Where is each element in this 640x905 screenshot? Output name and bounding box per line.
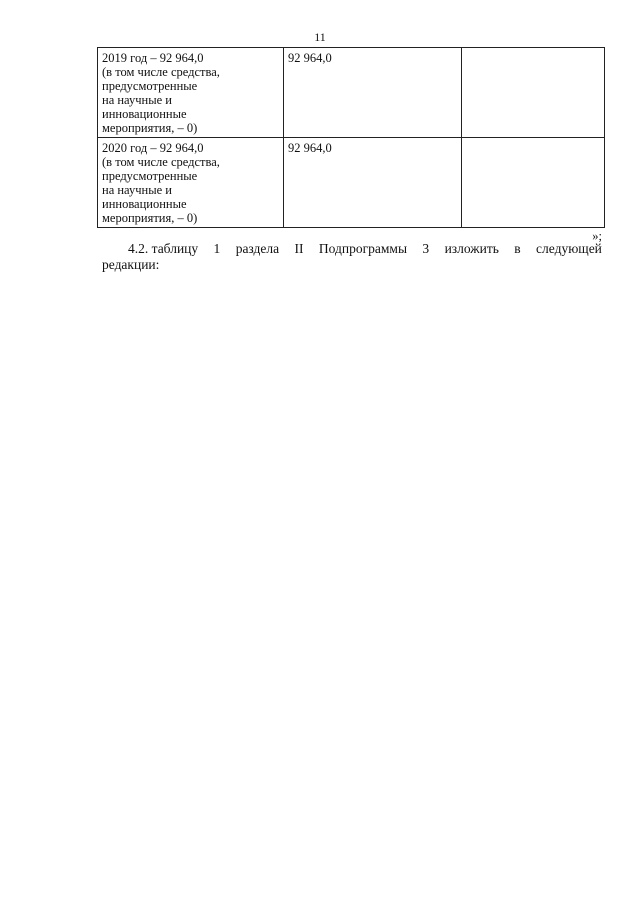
page-number: 11 [314, 30, 326, 44]
cell-text-line: (в том числе средства, [102, 65, 220, 79]
paragraph-word: следующей [536, 241, 602, 256]
paragraph-word: II [294, 241, 304, 256]
cell-text-line: на научные и [102, 93, 172, 107]
paragraph-word: изложить [444, 241, 499, 256]
closing-quote-mark: »; [592, 229, 602, 243]
cell-text-line: инновационные [102, 197, 187, 211]
paragraph-word: в [514, 241, 521, 256]
paragraph-word: 3 [422, 241, 430, 256]
paragraph-word: Подпрограммы [318, 241, 408, 256]
table-cell-empty [462, 138, 605, 228]
cell-text-line: (в том числе средства, [102, 155, 220, 169]
budget-table [97, 47, 605, 228]
cell-amount: 92 964,0 [288, 51, 332, 65]
paragraph-second-line: редакции: [102, 257, 160, 272]
table-row [98, 48, 605, 138]
paragraph-word: 1 [213, 241, 221, 256]
cell-text-line: 2019 год – 92 964,0 [102, 51, 204, 65]
paragraph-word: 4.2. таблицу [128, 241, 199, 256]
cell-text-line: на научные и [102, 183, 172, 197]
cell-text-line: мероприятия, – 0) [102, 211, 198, 225]
paragraph-word: раздела [235, 241, 280, 256]
cell-text-line: предусмотренные [102, 169, 198, 183]
cell-text-line: инновационные [102, 107, 187, 121]
cell-text-line: 2020 год – 92 964,0 [102, 141, 204, 155]
table-cell-period-2019 [98, 48, 284, 138]
table-cell-amount-2020 [284, 138, 462, 228]
cell-text-line: мероприятия, – 0) [102, 121, 198, 135]
amendment-paragraph [102, 241, 602, 273]
table-row [98, 138, 605, 228]
table-cell-period-2020 [98, 138, 284, 228]
table-cell-empty [462, 48, 605, 138]
table-cell-amount-2019 [284, 48, 462, 138]
paragraph-first-line [102, 241, 602, 257]
cell-amount: 92 964,0 [288, 141, 332, 155]
cell-text-line: предусмотренные [102, 79, 198, 93]
